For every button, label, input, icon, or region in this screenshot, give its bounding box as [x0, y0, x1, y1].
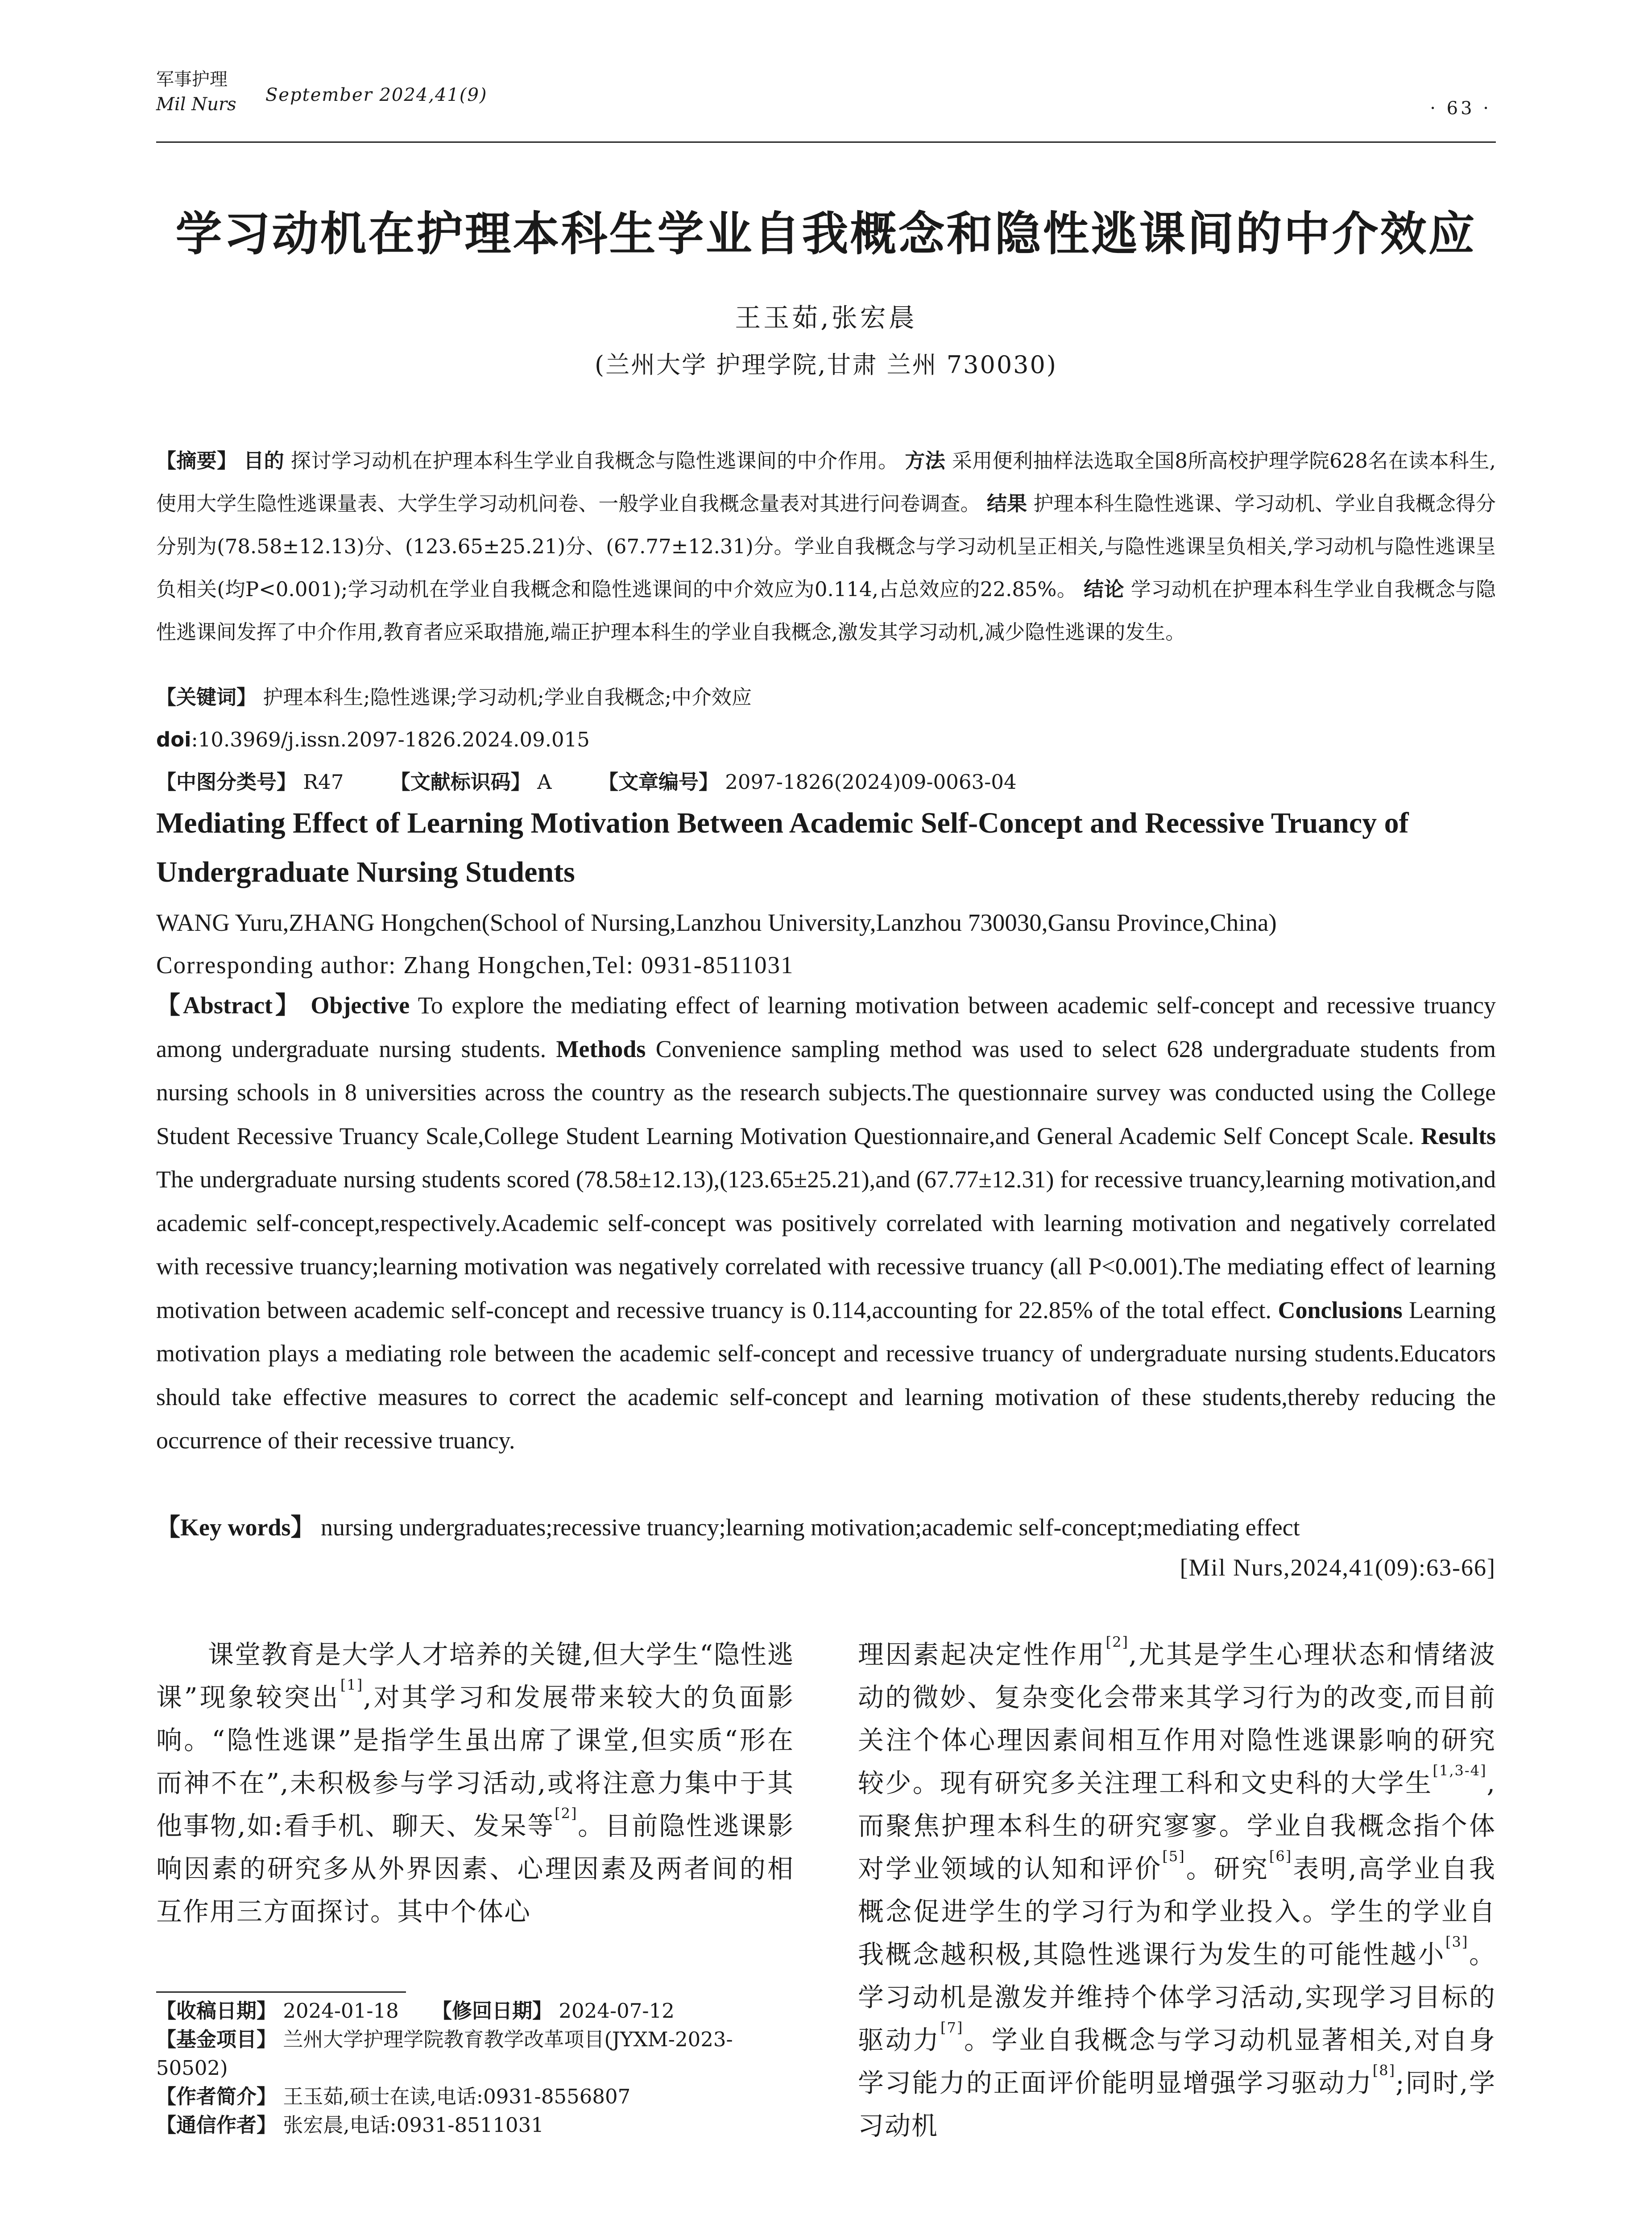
body-paragraph — [858, 1633, 1496, 2147]
footnote-dates — [156, 1997, 794, 2025]
reference-marker[interactable]: [3] — [1445, 1933, 1469, 1950]
issue-date: September 2024,41(9) — [265, 85, 488, 105]
abstract-cn — [156, 440, 1496, 654]
reference-marker[interactable]: [6] — [1269, 1848, 1292, 1865]
clc-label: 【中图分类号】 — [156, 770, 297, 794]
classification-line — [156, 761, 1496, 804]
clc-value: R47 — [303, 770, 344, 794]
results-text: 护理本科生隐性逃课、学习动机、学业自我概念得分分别为(78.58±12.13)分、(123.65±25.21)分、(67.77±12.31)分。学业自我概念与学习动机呈正相关,与隐性逃课呈负相关,学习动机与隐性逃课呈负相关(均P<0.001);学习动机在学业自我概念和隐性逃课间的中介效应为0.114,占总效应的22.85%。 — [156, 492, 1496, 601]
reference-marker[interactable]: [8] — [1372, 2062, 1396, 2079]
body-text: 表明,高学业自我概念促进学生的学习行为和学业投入。学生的学业自我概念越积极,其隐性逃课行为发生的可能性越小 — [858, 1854, 1496, 1970]
footnote-author — [156, 2082, 794, 2111]
keywords-en-label: 【Key words】 — [156, 1514, 315, 1541]
methods-text: 采用便利抽样法选取全国8所高校护理学院628名在读本科生,使用大学生隐性逃课量表、大学生学习动机问卷、一般学业自我概念量表对其进行问卷调查。 — [156, 449, 1496, 515]
conclusions-en-label: Conclusions — [1278, 1296, 1403, 1323]
reference-marker[interactable]: [2] — [555, 1805, 578, 1822]
abstract-label: 【摘要】 — [156, 449, 237, 473]
article-title-cn: 学习动机在护理本科生学业自我概念和隐性逃课间的中介效应 — [175, 207, 1477, 261]
page-number: · 63 · — [1430, 98, 1491, 119]
body-text: 。学业自我概念与学习动机显著相关,对自身学习能力的正面评价能明显增强学习驱动力 — [858, 2025, 1496, 2098]
body-text: 理因素起决定性作用 — [858, 1639, 1106, 1670]
objective-en-label: Objective — [311, 992, 410, 1019]
doi-line — [156, 718, 1496, 761]
body-text: ,而聚焦护理本科生的研究寥寥。学业自我概念指个体对学业领域的认知和评价 — [858, 1768, 1496, 1884]
conclusion-label: 结论 — [1084, 577, 1125, 601]
abstract-en-label: 【Abstract】 — [156, 992, 302, 1019]
results-en-text: The undergraduate nursing students scored (78.58±12.13),(123.65±25.21),and (67.77±12.31) for recessive truancy,learning motivation,and academic self-concept,respectively.Academic self-concept was positively correlated with learning motivation and negatively correlated with recessive truancy;learning motivation was negatively correlated with recessive truancy (all P<0.001).The mediating effect of learning motivation between academic self-concept and recessive truancy is 0.114,accounting for 22.85% of the total effect. — [156, 1166, 1496, 1323]
doi-link[interactable]: :10.3969/j.issn.2097-1826.2024.09.015 — [191, 728, 590, 751]
footnote-divider — [156, 1991, 406, 1993]
body-column-right — [858, 1633, 1496, 2147]
citation: [Mil Nurs,2024,41(09):63-66] — [1180, 1554, 1496, 1581]
results-label: 结果 — [987, 492, 1027, 515]
journal-name-cn: 军事护理 — [156, 69, 228, 90]
author-bio-text: 王玉茹,硕士在读,电话:0931-8556807 — [283, 2085, 631, 2108]
objective-text: 探讨学习动机在护理本科生学业自我概念与隐性逃课间的中介作用。 — [290, 449, 898, 473]
keywords-en — [156, 1506, 1496, 1549]
revised-date: 2024-07-12 — [559, 1999, 675, 2023]
correspondence-label: 【通信作者】 — [156, 2113, 277, 2137]
body-text: ;同时,学习动机 — [858, 2068, 1496, 2141]
body-paragraph — [156, 1633, 794, 1933]
authors-en: WANG Yuru,ZHANG Hongchen(School of Nursing,Lanzhou University,Lanzhou 730030,Gansu Province,China) — [156, 909, 1277, 936]
body-text: ,对其学习和发展带来较大的负面影响。“隐性逃课”是指学生虽出席了课堂,但实质“形在而神不在”,未积极参与学习活动,或将注意力集中于其他事物,如:看手机、聊天、发呆等 — [156, 1682, 794, 1841]
body-text: 。学习动机是激发并维持个体学习活动,实现学习目标的驱动力 — [858, 1939, 1496, 2055]
reference-marker[interactable]: [1,3-4] — [1433, 1762, 1487, 1779]
objective-en-text: To explore the mediating effect of learning motivation between academic self-concept and recessive truancy among undergraduate nursing students. — [156, 992, 1496, 1062]
received-date: 2024-01-18 — [283, 1999, 399, 2023]
footnotes — [156, 1997, 794, 2140]
body-text: 课堂教育是大学人才培养的关键,但大学生“隐性逃课”现象较突出 — [156, 1639, 794, 1713]
correspondence-text: 张宏晨,电话:0931-8511031 — [283, 2113, 544, 2137]
authors-cn: 王玉茹,张宏晨 — [735, 303, 917, 333]
body-text: ,尤其是学生心理状态和情绪波动的微妙、复杂变化会带来其学习行为的改变,而目前关注个体心理因素间相互作用对隐性逃课影响的研究较少。现有研究多关注理工科和文史科的大学生 — [858, 1639, 1496, 1798]
keywords-label: 【关键词】 — [156, 685, 257, 709]
fund-text: 兰州大学护理学院教育教学改革项目(JYXM-2023-50502) — [156, 2028, 733, 2080]
conclusions-en-text: Learning motivation plays a mediating role between the academic self-concept and recessive truancy of undergraduate nursing students.Educators should take effective measures to correct the academic self-concept and learning motivation of these students,thereby reducing the occurrence of their recessive truancy. — [156, 1296, 1496, 1454]
methods-en-label: Methods — [556, 1035, 646, 1062]
body-text: 。目前隐性逃课影响因素的研究多从外界因素、心理因素及两者间的相互作用三方面探讨。其中个体心 — [156, 1811, 794, 1927]
abstract-en — [156, 984, 1496, 1463]
fund-label: 【基金项目】 — [156, 2028, 277, 2051]
results-en-label: Results — [1421, 1122, 1496, 1149]
footnote-fund — [156, 2025, 794, 2082]
objective-label: 目的 — [244, 449, 285, 473]
journal-name — [156, 67, 236, 117]
footnote-correspondence — [156, 2111, 794, 2140]
reference-marker[interactable]: [7] — [940, 2019, 964, 2036]
author-bio-label: 【作者简介】 — [156, 2085, 277, 2108]
doc-code-value: A — [537, 770, 552, 794]
methods-en-text: Convenience sampling method was used to select 628 undergraduate students from nursing schools in 8 universities across the country as the research subjects.The questionnaire survey was conducted using the College Student Recessive Truancy Scale,College Student Learning Motivation Questionnaire,and General Academic Self Concept Scale. — [156, 1035, 1496, 1149]
body-column-left — [156, 1633, 794, 1933]
reference-marker[interactable]: [1] — [340, 1676, 364, 1693]
article-no-value: 2097-1826(2024)09-0063-04 — [725, 770, 1017, 794]
corresponding-author-en: Corresponding author: Zhang Hongchen,Tel: 0931-8511031 — [156, 951, 794, 979]
revised-label: 【修回日期】 — [432, 1999, 553, 2023]
keywords-cn — [156, 676, 1496, 719]
article-title-en: Mediating Effect of Learning Motivation Between Academic Self-Concept and Recessive Truancy of Undergraduate Nursing Students — [156, 807, 1409, 888]
reference-marker[interactable]: [5] — [1162, 1848, 1185, 1865]
doc-code-label: 【文献标识码】 — [390, 770, 531, 794]
reference-marker[interactable]: [2] — [1105, 1634, 1129, 1650]
journal-name-en: Mil Nurs — [156, 94, 236, 115]
received-label: 【收稿日期】 — [156, 1999, 277, 2023]
body-text: 。研究 — [1185, 1854, 1269, 1884]
doi-label: doi — [156, 728, 191, 751]
affiliation-cn: (兰州大学 护理学院,甘肃 兰州 730030) — [595, 351, 1057, 379]
running-header — [156, 67, 1496, 143]
keywords-en-text: nursing undergraduates;recessive truancy;learning motivation;academic self-concept;mediating effect — [320, 1514, 1300, 1541]
article-no-label: 【文章编号】 — [598, 770, 719, 794]
keywords-text: 护理本科生;隐性逃课;学习动机;学业自我概念;中介效应 — [263, 685, 752, 709]
methods-label: 方法 — [905, 449, 946, 473]
conclusion-text: 学习动机在护理本科生学业自我概念与隐性逃课间发挥了中介作用,教育者应采取措施,端正护理本科生的学业自我概念,激发其学习动机,减少隐性逃课的发生。 — [156, 577, 1496, 644]
